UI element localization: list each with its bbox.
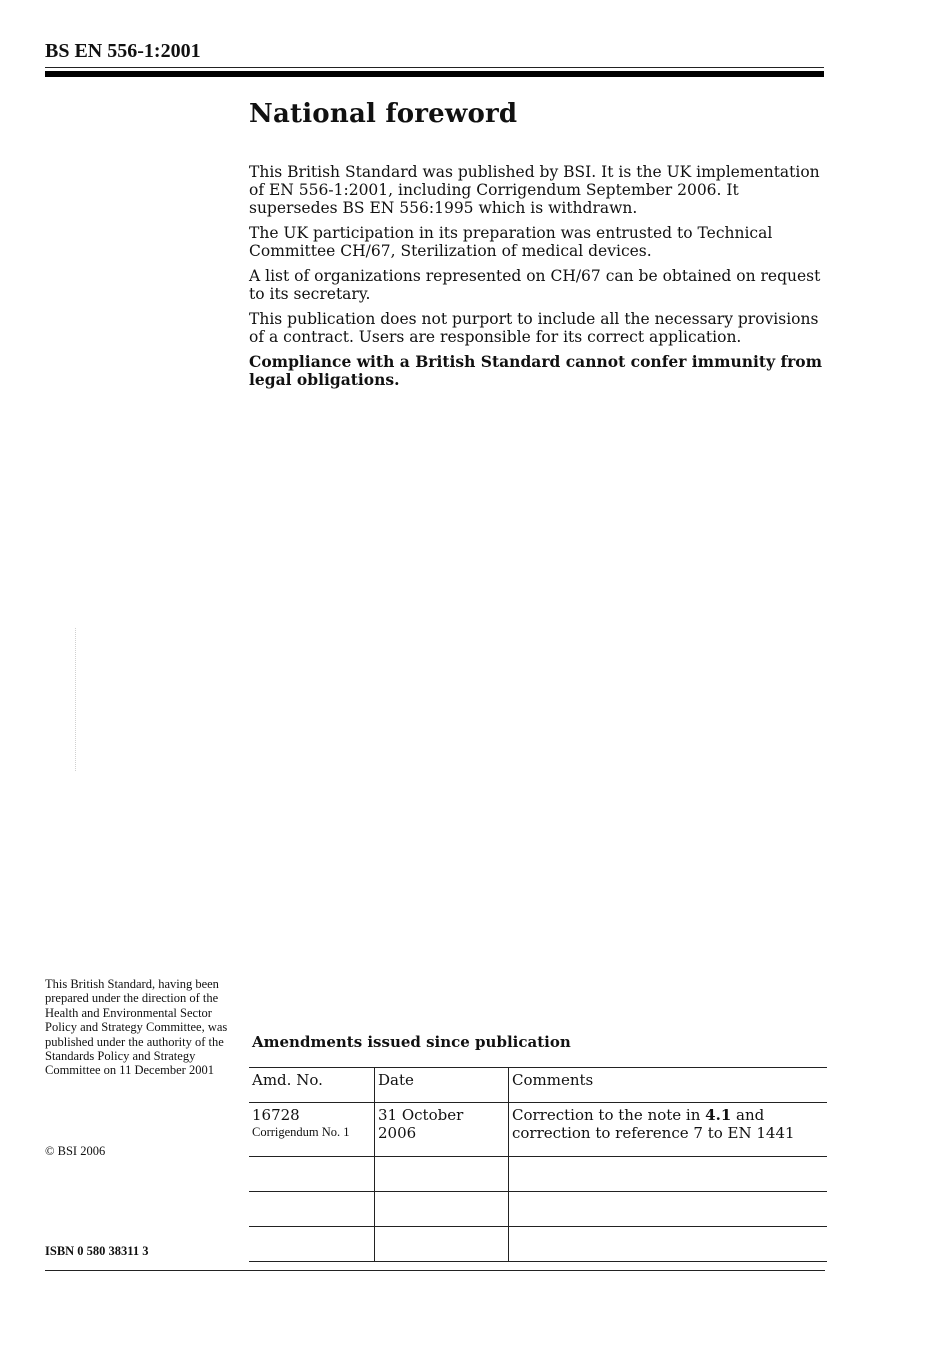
comment-pre: Correction to the note in [512,1106,706,1124]
table-row [249,1227,827,1262]
amd-no: 16728 [252,1106,300,1124]
amd-sub: Corrigendum No. 1 [252,1125,350,1139]
paragraph-organizations: A list of organizations represented on CH/67 can be obtained on request to its secretary. [249,267,821,303]
standard-id: BS EN 556-1:2001 [45,40,201,62]
comment-post: and correction to reference 7 to EN 1441 [512,1106,795,1142]
column-header-comments: Comments [509,1068,828,1103]
header-rule-thick [45,71,824,77]
amd-comment [509,1103,828,1157]
column-header-date: Date [375,1068,509,1103]
table-row [249,1103,827,1157]
isbn: ISBN 0 580 38311 3 [45,1244,149,1258]
paragraph-participation: The UK participation in its preparation was entrusted to Technical Committee CH/67, Sterilization of medical devices. [249,224,773,260]
copyright: © BSI 2006 [45,1144,106,1158]
amendments-header-row [249,1068,827,1103]
amendments-table [249,1067,827,1262]
table-row [249,1157,827,1192]
page-title: National foreword [249,99,518,129]
paragraph-provisions: This publication does not purport to include all the necessary provisions of a contract. Users are responsible for its correct application. [249,310,819,346]
amd-date: 31 October 2006 [375,1103,509,1157]
amendments-heading: Amendments issued since publication [252,1033,571,1051]
paragraph-publication: This British Standard was published by BSI. It is the UK implementation of EN 556-1:2001, including Corrigendum September 2006. It supersedes BS EN 556:1995 which is withdrawn. [249,163,820,217]
paragraph-compliance: Compliance with a British Standard cannot confer immunity from legal obligations. [249,352,823,389]
footer-rule [45,1270,825,1271]
comment-ref: 4.1 [705,1106,732,1124]
column-header-amd-no: Amd. No. [249,1068,375,1103]
margin-mark [75,628,80,771]
table-row [249,1192,827,1227]
foreword-body [249,163,829,396]
header-rule-thin [45,67,824,68]
publication-note: This British Standard, having been prepared under the direction of the Health and Environmental Sector Policy and Strategy Committee, was published under the authority of the Standards Policy and Strategy Committee on 11 December 2001 [45,977,228,1078]
amd-no-cell [249,1103,375,1157]
